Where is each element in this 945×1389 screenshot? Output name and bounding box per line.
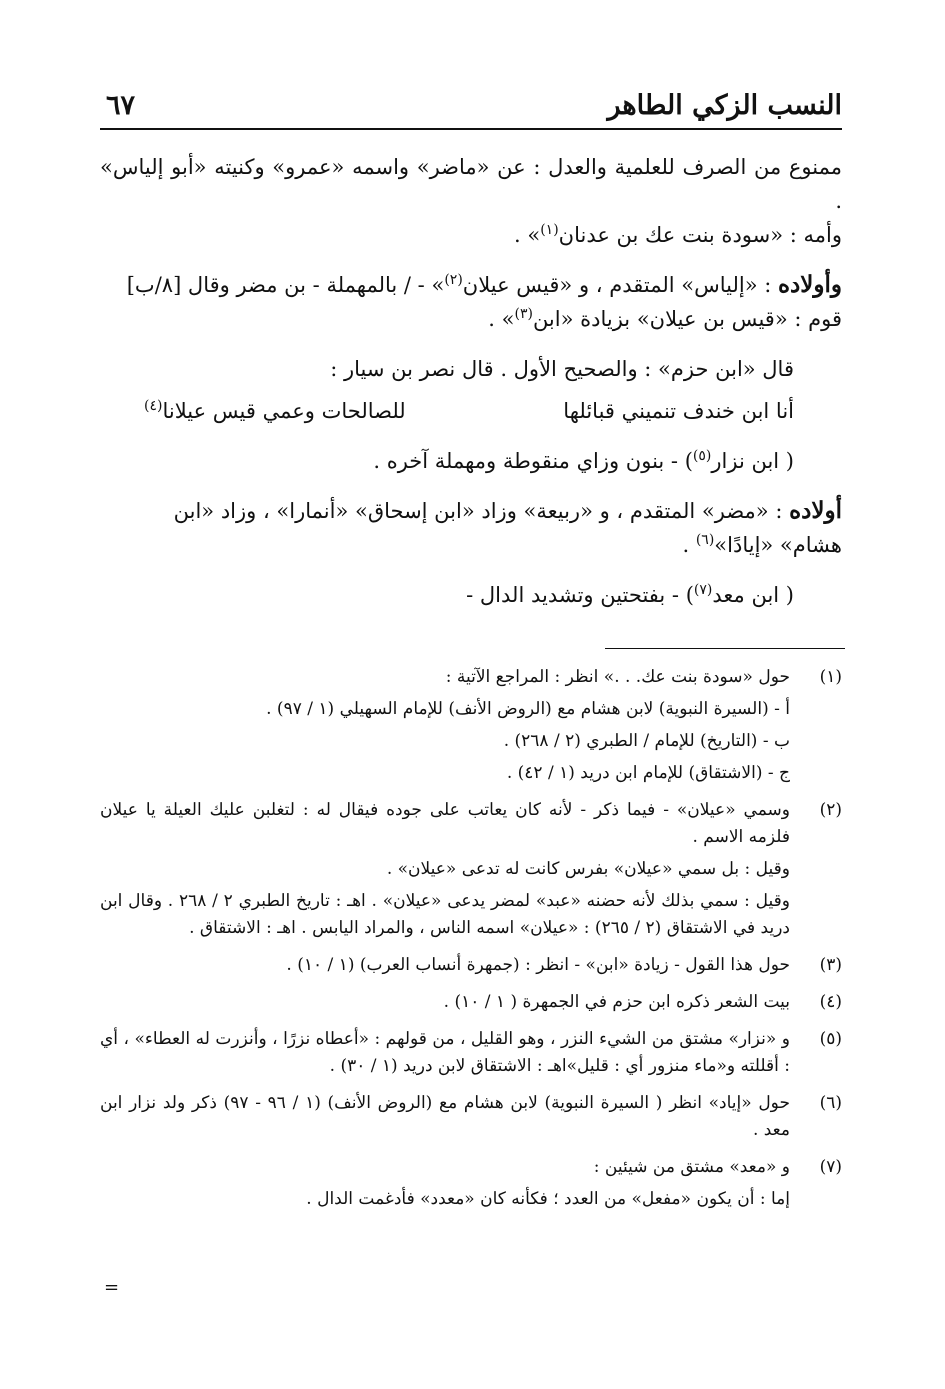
paragraph-5-line-1: أولاده : «مضر» المتقدم ، و «ربيعة» وزاد «ابن إسحاق» «أنمارا» ، وزاد «ابن [173,497,842,524]
continuation-mark: = [104,1277,120,1298]
footnote-line: ج - (الاشتقاق) للإمام ابن دريد (١ / ٤٢) . [506,763,790,783]
footnote-line: أ - (السيرة النبوية) لابن هشام مع (الروض الأنف) للإمام السهيلي (١ / ٩٧) . [266,699,790,719]
footnote-ref-3: (٣) [514,306,533,322]
footnote [100,1090,842,1149]
footnote-line: حول «سودة بنت عك. . .» انظر : المراجع الآتية : [445,667,790,687]
footnote-number: (٤) [819,992,842,1012]
footnote [100,989,842,1021]
footnote [100,952,842,984]
footnote-line: وقيل : بل سمي «عيلان» بفرس كانت له تدعى «عيلان» . [386,859,790,879]
verse-first-hemistich: أنا ابن خندف تنميني قبائلها [563,399,794,423]
footnote-number: (٧) [819,1157,842,1177]
footnote-number: (٦) [819,1093,842,1113]
main-text [100,150,842,612]
footnote-ref-1: (١) [540,222,559,238]
verse-second-hemistich: للصالحات وعمي قيس عيلانا$^{(٤)}$ [144,398,406,423]
footnote-ref-7: (٧) [693,582,713,598]
footnote-line: وسمي «عيلان» - فيما ذكر - لأنه كان يعاتب على جوده فيقال له : لتغلبن عليك العيلة يا عيلان فلزمه الاسم . [100,800,790,847]
page-header [100,84,842,130]
poetry-verse [144,394,842,428]
footnote-ref-2: (٢) [444,272,463,288]
footnote-line: إما : أن يكون «مفعل» من العدد ؛ فكأنه كان «معدد» فأدغمت الدال . [306,1189,790,1209]
footnote [100,1026,842,1085]
paragraph-2-line-2: قوم : «قيس بن عيلان» بزيادة «ابن$^{(٣)}$» . [488,306,842,331]
paragraph-4: ( ابن نزار$^{(٥)}$) - بنون وزاي منقوطة ومهملة آخره . [373,448,794,473]
paragraph-1-line-1: ممنوع من الصرف للعلمية والعدل : عن «ماضر» واسمه «عمرو» وكنيته «أبو إلياس» . [100,155,842,213]
footnote-line: ب - (التاريخ) للإمام / الطبري (٢ / ٢٦٨) . [503,731,790,751]
paragraph-1-line-2: وأمه : «سودة بنت عك بن عدنان$^{(١)}$» . [513,222,842,247]
footnote-line: و «معد» مشتق من شيئين : [593,1157,790,1177]
footnote-ref-4: (٤) [144,398,163,414]
footnote-divider [605,648,845,649]
footnote [100,797,842,947]
footnote-line: حول «إياد» انظر ( السيرة النبوية) لابن هشام مع (الروض الأنف) (١ / ٩٦ - ٩٧) ذكر ولد نزار ابن معد . [100,1093,790,1140]
footnote-line: وقيل : سمي بذلك لأنه حضنه «عبد» لمضر يدعى «عيلان» . اهـ : تاريخ الطبري ٢ / ٢٦٨ . وقال ابن دريد في الاشتقاق (٢ / ٢٦٥) : «عيلان» اسمه الناس ، والمراد اليابس . اهـ : الاشتقاق . [100,891,790,938]
footnote [100,1154,842,1218]
paragraph-2-line-1: وأولاده : «إلياس» المتقدم ، و «قيس عيلان$^{(٢)}$» - / بالمهملة - بن مضر وقال [٨/ب] [126,271,842,298]
paragraph-5-line-2: هشام» «إيادًا»$^{(٦)}$ . [682,532,842,557]
keyword-awladuh: وأولاده [777,271,842,298]
footnotes-section [100,664,842,1223]
paragraph-3: قال «ابن حزم» : والصحيح الأول . قال نصر بن سيار : [330,357,794,381]
footnote-number: (٥) [819,1029,842,1049]
footnote-line: و «نزار» مشتق من الشيء النزر ، وهو القليل ، من قولهم : «أعطاه نزرًا ، وأنزرت له العطاء» ، أي : أقللته و«ماء منزور أي : قليل»اهـ : الاشتقاق لابن دريد (١ / ٣٠) . [100,1029,790,1076]
footnote-line: حول هذا القول - زيادة «ابن» - انظر : (جمهرة أنساب العرب) (١ / ١٠) . [286,955,790,975]
footnote-ref-5: (٥) [692,448,712,464]
footnote-ref-6: (٦) [695,532,715,548]
footnote-number: (٣) [819,955,842,975]
running-title: النسب الزكي الطاهر [607,90,842,121]
paragraph-6: ( ابن معد$^{(٧)}$) - بفتحتين وتشديد الدال - [466,582,794,607]
footnote-number: (٢) [819,800,842,820]
footnote-line: بيت الشعر ذكره ابن حزم في الجمهرة ( ١ / ١٠) . [443,992,790,1012]
page-number: ٦٧ [106,90,136,121]
keyword-awladuh-2: أولاده [789,497,842,524]
footnote [100,664,842,792]
footnote-number: (١) [819,667,842,687]
